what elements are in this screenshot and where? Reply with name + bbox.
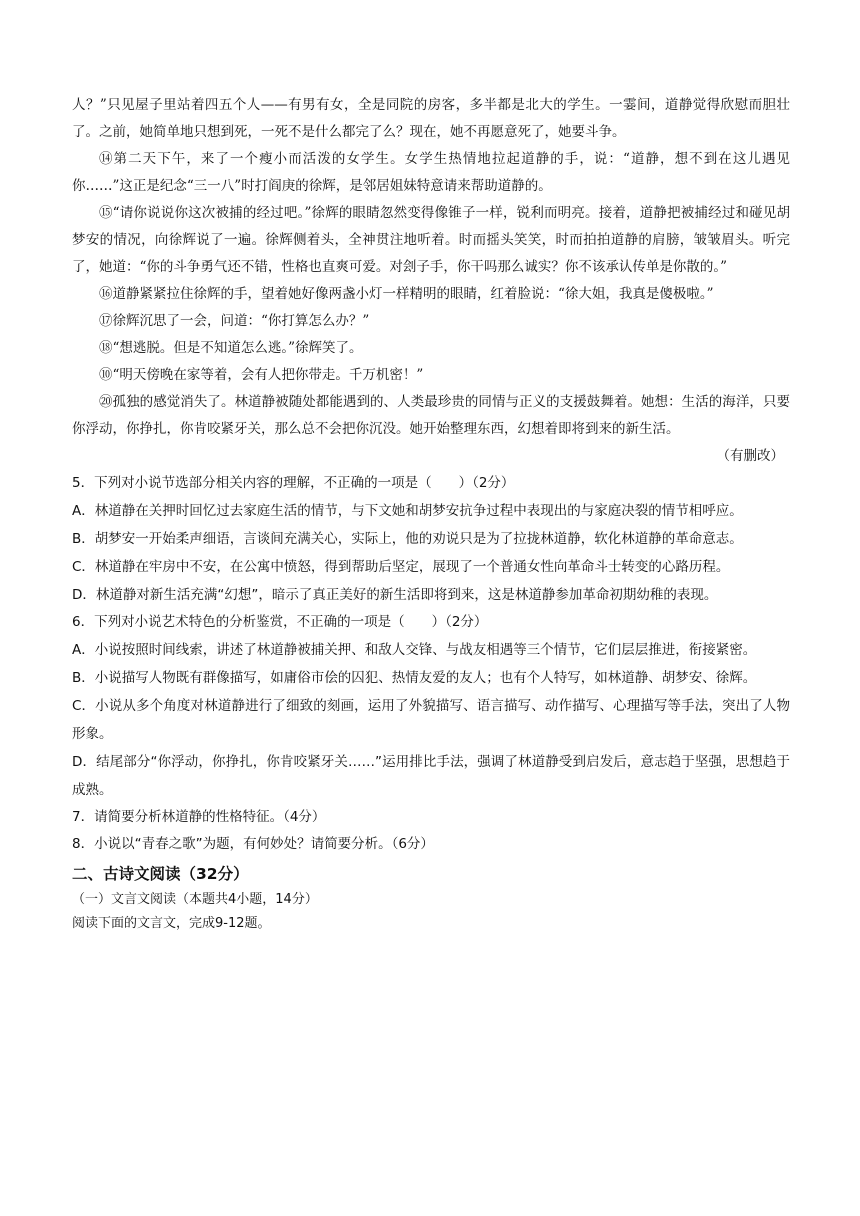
passage-paragraph-16: ⑯道静紧紧拉住徐辉的手，望着她好像两盏小灯一样精明的眼睛，红着脸说：“徐大姐，我真是傻极啦。” — [99, 286, 714, 302]
question-6-option-b: B．小说描写人物既有群像描写，如庸俗市侩的囚犯、热情友爱的友人；也有个人特写，如林道静、胡梦安、徐辉。 — [72, 670, 757, 686]
section-2-subsection-1: （一）文言文阅读（本题共4小题，14分） — [72, 892, 318, 907]
section-2-instruction: 阅读下面的文言文，完成9-12题。 — [72, 916, 271, 931]
question-5-option-a: A．林道静在关押时回忆过去家庭生活的情节，与下文她和胡梦安抗争过程中表现出的与家庭决裂的情节相呼应。 — [72, 503, 743, 519]
question-5 — [72, 470, 790, 609]
passage-paragraph-17: ⑰徐辉沉思了一会，问道：“你打算怎么办？” — [99, 313, 370, 329]
passage-paragraph-20: ⑳孤独的感觉消失了。林道静被随处都能遇到的、人类最珍贵的同情与正义的支援鼓舞着。她想：生活的海洋，只要你浮动，你挣扎，你肯咬紧牙关，那么总不会把你沉没。她开始整理东西，幻想着即将到来的新生活。 — [72, 394, 790, 437]
passage-paragraph-14: ⑭第二天下午，来了一个瘦小而活泼的女学生。女学生热情地拉起道静的手，说：“道静，想不到在这儿遇见你……”这正是纪念“三一八”时打阎庚的徐辉，是邻居姐妹特意请来帮助道静的。 — [72, 151, 790, 194]
question-6-option-a: A．小说按照时间线索，讲述了林道静被捕关押、和敌人交锋、与战友相遇等三个情节，它们层层推进，衔接紧密。 — [72, 642, 757, 658]
exam-page — [72, 92, 790, 936]
abridged-note: （有删改） — [716, 448, 784, 464]
passage-paragraph-19: ⑩“明天傍晚在家等着，会有人把你带走。千万机密！” — [99, 367, 424, 383]
question-5-stem: 5．下列对小说节选部分相关内容的理解，不正确的一项是（ ）（2分） — [72, 475, 515, 491]
question-6 — [72, 609, 790, 804]
question-6-option-c: C．小说从多个角度对林道静进行了细致的刻画，运用了外貌描写、语言描写、动作描写、心理描写等手法，突出了人物形象。 — [72, 698, 790, 742]
question-6-option-d: D．结尾部分“你浮动，你挣扎，你肯咬紧牙关……”运用排比手法，强调了林道静受到启发后，意志趋于坚强，思想趋于成熟。 — [72, 754, 790, 798]
question-5-option-d: D．林道静对新生活充满“幻想”，暗示了真正美好的新生活即将到来，这是林道静参加革命初期幼稚的表现。 — [72, 587, 718, 603]
passage-paragraph-15: ⑮“请你说说你这次被捕的经过吧。”徐辉的眼睛忽然变得像锥子一样，锐利而明亮。接着，道静把被捕经过和碰见胡梦安的情况，向徐辉说了一遍。徐辉侧着头，全神贯注地听着。时而摇头笑笑，时而拍拍道静的肩膀，皱皱眉头。听完了，她道：“你的斗争勇气还不错，性格也直爽可爱。对刽子手，你干吗那么诚实？你不该承认传单是你散的。” — [72, 205, 790, 275]
question-5-option-c: C．林道静在牢房中不安，在公寓中愤怒，得到帮助后坚定，展现了一个普通女性向革命斗士转变的心路历程。 — [72, 559, 730, 575]
question-6-stem: 6．下列对小说艺术特色的分析鉴赏，不正确的一项是（ ）（2分） — [72, 614, 488, 630]
question-8: 8．小说以“青春之歌”为题，有何妙处？请简要分析。（6分） — [72, 836, 434, 852]
section-2-title: 二、古诗文阅读（32分） — [72, 865, 249, 883]
passage-paragraph-13-end: 人？”只见屋子里站着四五个人——有男有女，全是同院的房客，多半都是北大的学生。一霎间，道静觉得欣慰而胆壮了。之前，她简单地只想到死，一死不是什么都完了么？现在，她不再愿意死了，她要斗争。 — [72, 97, 790, 140]
question-7: 7．请简要分析林道静的性格特征。（4分） — [72, 809, 326, 825]
question-5-option-b: B．胡梦安一开始柔声细语，言谈间充满关心，实际上，他的劝说只是为了拉拢林道静，软化林道静的革命意志。 — [72, 531, 743, 547]
passage-paragraph-18: ⑱“想逃脱。但是不知道怎么逃。”徐辉笑了。 — [99, 340, 363, 356]
